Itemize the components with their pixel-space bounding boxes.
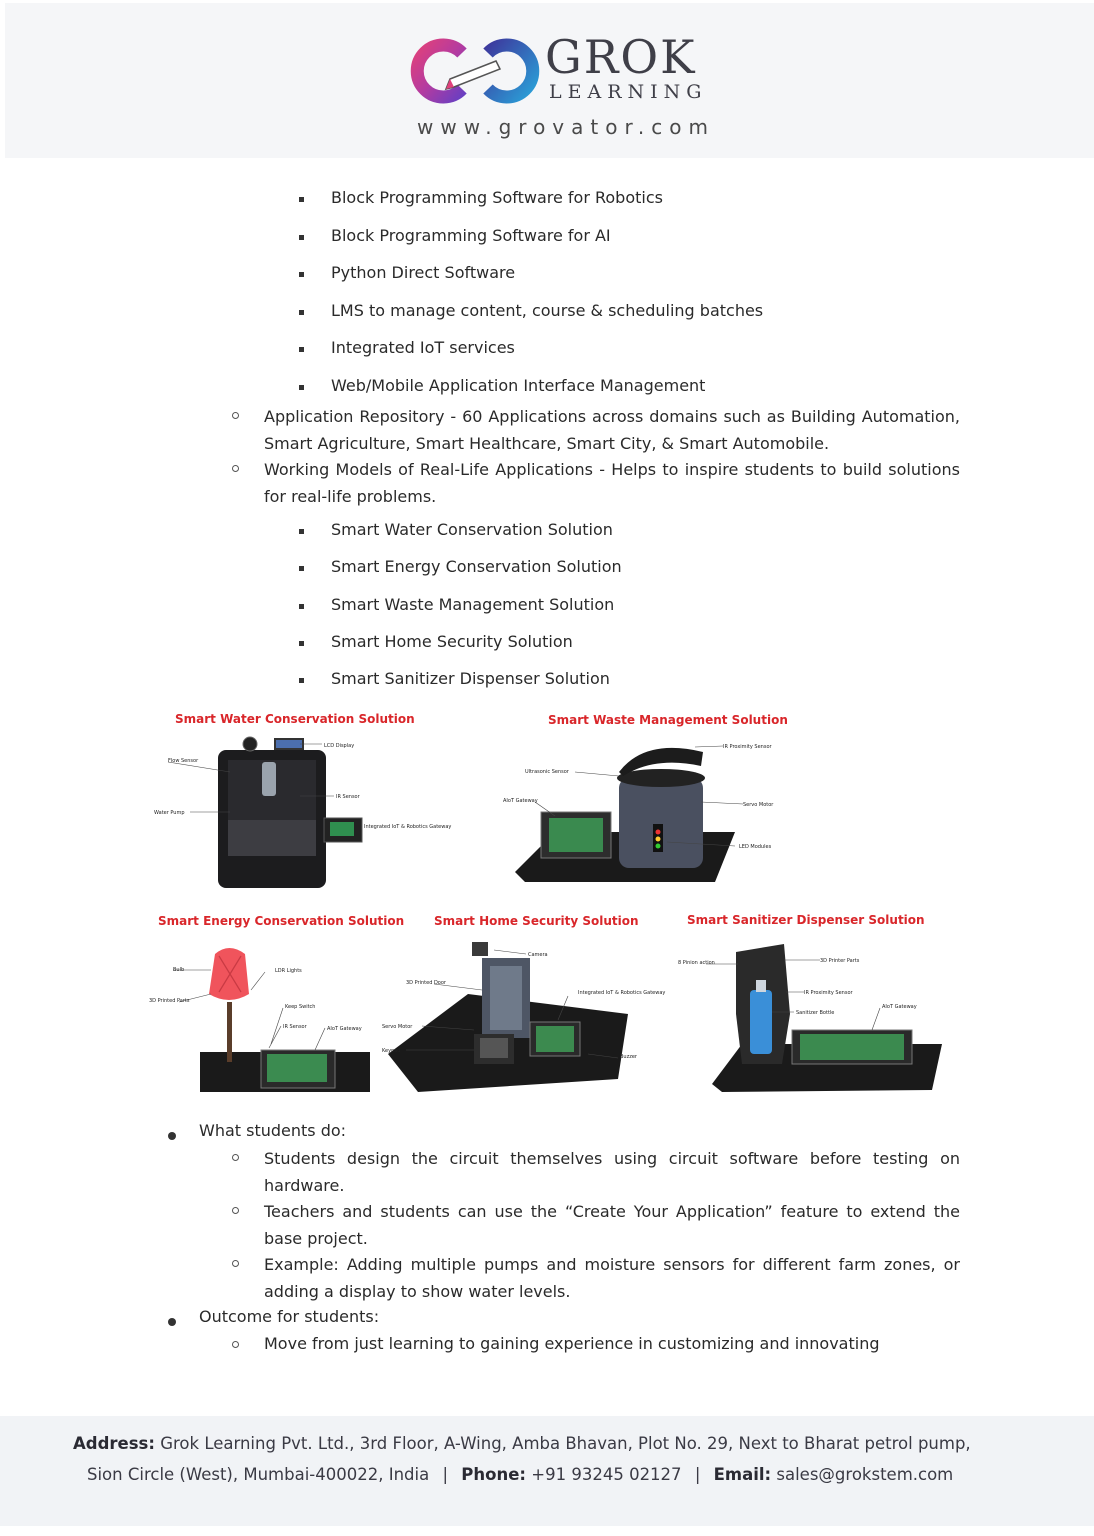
list-item: Block Programming Software for AI (331, 226, 611, 245)
phone-label: Phone: (461, 1465, 527, 1484)
label-ultrasonic: Ultrasonic Sensor (525, 769, 569, 775)
label-3d-printed-door: 3D Printed Door (406, 980, 446, 986)
outcome-item: Move from just learning to gaining experience in customizing and innovating (264, 1334, 880, 1353)
square-bullet-icon (299, 235, 304, 240)
label-iot-gateway: Integrated IoT & Robotics Gateway (578, 990, 666, 996)
label-iot-gateway: Integrated IoT & Robotics Gateway (364, 824, 452, 830)
section-heading: What students do: (199, 1121, 347, 1140)
waste-management-figure (495, 732, 795, 892)
label-keep-switch: Keep Switch (285, 1004, 316, 1010)
separator: | (694, 1465, 701, 1484)
list-item: Smart Home Security Solution (331, 632, 573, 651)
label-flow-sensor: Flow Sensor (168, 758, 199, 764)
label-led-modules: LED Modules (739, 844, 772, 850)
square-bullet-icon (299, 566, 304, 571)
label-lcd-display: LCD Display (324, 743, 355, 749)
students-do-item: Students design the circuit themselves using circuit software before testing on hardware. (264, 1149, 960, 1195)
label-servo-motor: Servo Motor (743, 802, 774, 808)
square-bullet-icon (299, 604, 304, 609)
application-repository-text: Application Repository - 60 Applications across domains such as Building Automation, Smart Agriculture, Smart Healthcare, Smart City, & Smart Automobile. (264, 407, 960, 453)
students-do-item: Example: Adding multiple pumps and moisture sensors for different farm zones, or adding a display to show water levels. (264, 1255, 960, 1301)
address-text: Grok Learning Pvt. Ltd., 3rd Floor, A-Wing, Amba Bhavan, Plot No. 29, Next to Bharat petrol pump, (160, 1434, 971, 1453)
email-label: Email: (713, 1465, 772, 1484)
label-aiot-gateway: AIoT Gateway (327, 1026, 362, 1032)
label-aiot-gateway: AIoT Gateway (503, 798, 538, 804)
square-bullet-icon (299, 385, 304, 390)
label-bulb: Bulb (173, 967, 185, 973)
email-address[interactable]: sales@grokstem.com (776, 1465, 954, 1484)
circle-bullet-icon (232, 1154, 239, 1161)
list-item: Web/Mobile Application Interface Management (331, 376, 706, 395)
list-item: Smart Waste Management Solution (331, 595, 615, 614)
label-water-pump: Water Pump (154, 810, 185, 816)
energy-conservation-figure (145, 934, 375, 1096)
square-bullet-icon (299, 347, 304, 352)
working-models-text: Working Models of Real-Life Applications - Helps to inspire students to build solutions for real-life problems. (264, 460, 960, 506)
label-buzzer: Buzzer (620, 1054, 637, 1060)
circle-bullet-icon (232, 412, 239, 419)
label-aiot-gateway: AIoT Gateway (882, 1004, 917, 1010)
square-bullet-icon (299, 641, 304, 646)
square-bullet-icon (299, 197, 304, 202)
label-ir-proximity: IR Proximity Sensor (723, 744, 772, 750)
figure-caption-security: Smart Home Security Solution (434, 914, 639, 928)
label-3d-printer-parts: 3D Printer Parts (820, 958, 860, 964)
list-item: LMS to manage content, course & scheduling batches (331, 301, 764, 320)
water-conservation-figure (150, 732, 452, 892)
label-ir-proximity: IR Proximity Sensor (804, 990, 853, 996)
home-security-figure (378, 934, 666, 1099)
figure-caption-energy: Smart Energy Conservation Solution (158, 914, 405, 928)
label-servo-motor: Servo Motor (382, 1024, 413, 1030)
students-do-item: Teachers and students can use the “Create Your Application” feature to extend the base project. (264, 1202, 960, 1248)
label-camera: Camera (528, 952, 548, 958)
list-item: Integrated IoT services (331, 338, 515, 357)
round-bullet-icon (168, 1318, 176, 1326)
section-heading: Outcome for students: (199, 1307, 380, 1326)
separator: | (442, 1465, 449, 1484)
sanitizer-dispenser-figure (672, 934, 957, 1096)
circle-bullet-icon (232, 1260, 239, 1267)
label-pinion: 8 Pinion action (678, 960, 715, 966)
circle-bullet-icon (232, 465, 239, 472)
address-text-line2: Sion Circle (West), Mumbai-400022, India (87, 1465, 430, 1484)
label-keypad: Keypad (382, 1048, 401, 1054)
footer-address-line (73, 1434, 971, 1453)
list-item: Python Direct Software (331, 263, 516, 282)
page-header (5, 3, 1094, 158)
phone-number[interactable]: +91 93245 02127 (531, 1465, 682, 1484)
address-label: Address: (73, 1434, 155, 1453)
figure-caption-sanitizer: Smart Sanitizer Dispenser Solution (687, 913, 925, 927)
circle-bullet-icon (232, 1207, 239, 1214)
label-ir-sensor: IR Sensor (336, 794, 360, 800)
square-bullet-icon (299, 678, 304, 683)
square-bullet-icon (299, 272, 304, 277)
infinity-pencil-logo-icon (410, 31, 540, 111)
figure-caption-waste: Smart Waste Management Solution (548, 713, 788, 727)
label-sanitizer-bottle: Sanitizer Bottle (796, 1010, 835, 1016)
list-item: Smart Water Conservation Solution (331, 520, 613, 539)
list-item: Smart Sanitizer Dispenser Solution (331, 669, 610, 688)
square-bullet-icon (299, 529, 304, 534)
brand-subtitle: LEARNING (549, 81, 708, 103)
square-bullet-icon (299, 310, 304, 315)
list-item: Smart Energy Conservation Solution (331, 557, 622, 576)
website-link[interactable]: www.grovator.com (417, 115, 715, 139)
label-ldr-lights: LDR Lights (275, 968, 302, 974)
footer-contact-line (87, 1465, 953, 1484)
list-item: Block Programming Software for Robotics (331, 188, 663, 207)
circle-bullet-icon (232, 1341, 239, 1348)
label-3d-printed-parts: 3D Printed Parts (149, 998, 190, 1004)
figure-caption-water: Smart Water Conservation Solution (175, 712, 415, 726)
label-ir-sensor: IR Sensor (283, 1024, 307, 1030)
round-bullet-icon (168, 1132, 176, 1140)
brand-name: GROK (545, 30, 697, 84)
